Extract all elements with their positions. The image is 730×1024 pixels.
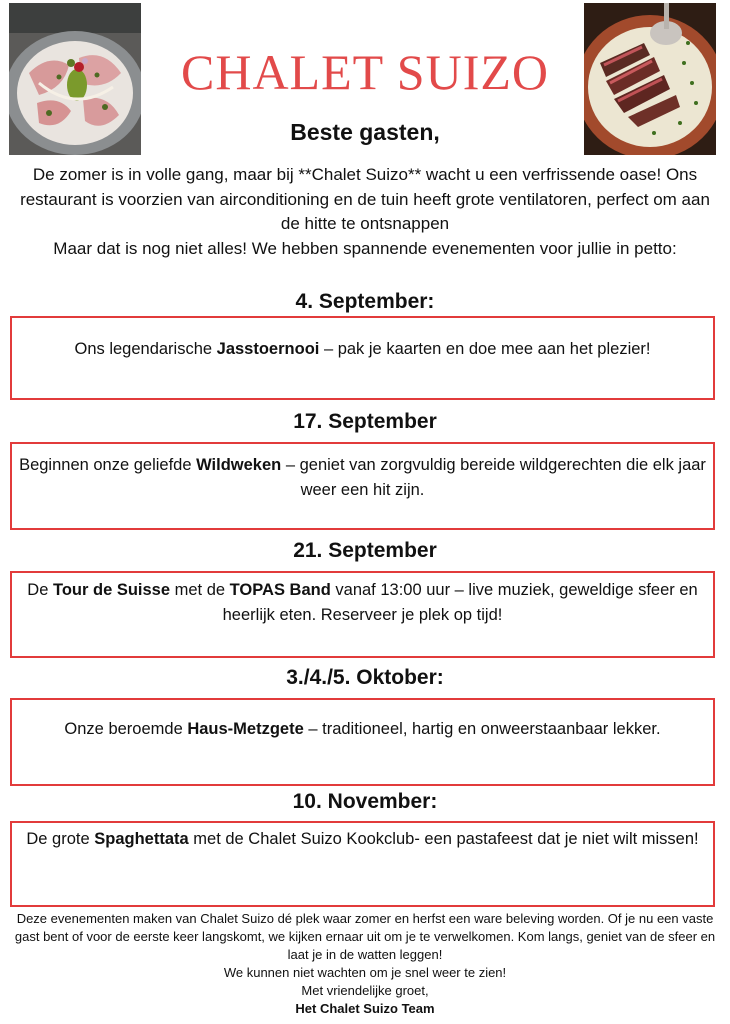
event-box-4 bbox=[10, 698, 715, 786]
event-text: met de Chalet Suizo Kookclub- een pastafeest dat je niet wilt missen! bbox=[188, 830, 699, 848]
event-box-3 bbox=[10, 571, 715, 658]
event-box-5 bbox=[10, 821, 715, 907]
intro-text bbox=[18, 163, 712, 261]
event-date-5: 10. November: bbox=[292, 790, 438, 813]
event-date-1: 4. September: bbox=[295, 290, 435, 313]
event-highlight: Haus-Metzgete bbox=[187, 720, 304, 738]
event-highlight: Jasstoernooi bbox=[216, 340, 320, 358]
event-highlight: Wildweken bbox=[196, 456, 282, 474]
closing-paragraph: Deze evenementen maken van Chalet Suizo dé plek waar zomer en herfst een ware beleving worden. Of je nu een vaste gast bent of voor de eerste keer langskomt, we kijken ernaar uit om je te verwelkomen. Kom langs, geniet van de sfeer en laat je in de watten leggen! bbox=[14, 911, 716, 962]
event-text: met de bbox=[170, 581, 230, 599]
event-box-2 bbox=[10, 442, 715, 530]
event-date-4: 3./4./5. Oktober: bbox=[286, 666, 444, 689]
event-text: De bbox=[27, 581, 53, 599]
event-date-2: 17. September bbox=[293, 410, 437, 433]
event-highlight: Tour de Suisse bbox=[52, 581, 171, 599]
event-highlight: Spaghettata bbox=[94, 830, 189, 848]
closing-line: We kunnen niet wachten om je snel weer te zien! bbox=[223, 965, 507, 980]
event-highlight: TOPAS Band bbox=[229, 581, 331, 599]
event-text: Onze beroemde bbox=[64, 720, 188, 738]
event-text: – traditioneel, hartig en onweerstaanbaar lekker. bbox=[303, 720, 661, 738]
intro-paragraph-2: Maar dat is nog niet alles! We hebben spannende evenementen voor jullie in petto: bbox=[53, 238, 677, 258]
restaurant-title: CHALET SUIZO bbox=[180, 44, 549, 100]
event-text: vanaf 13:00 uur – live muziek, geweldige sfeer en heerlijk eten. Reserveer je plek op tijd! bbox=[222, 581, 698, 624]
event-text: – pak je kaarten en doe mee aan het plezier! bbox=[319, 340, 651, 358]
event-text: – geniet van zorgvuldig bereide wildgerechten die elk jaar weer een hit zijn. bbox=[281, 456, 706, 499]
event-text: Beginnen onze geliefde bbox=[19, 456, 197, 474]
greeting-heading: Beste gasten, bbox=[290, 119, 440, 145]
event-date-3: 21. September bbox=[293, 539, 437, 562]
event-box-1 bbox=[10, 316, 715, 400]
closing-greeting: Met vriendelijke groet, bbox=[301, 983, 429, 998]
event-text: De grote bbox=[26, 830, 95, 848]
signature: Het Chalet Suizo Team bbox=[295, 1001, 435, 1016]
event-text: Ons legendarische bbox=[74, 340, 217, 358]
closing-text bbox=[6, 910, 724, 1018]
intro-paragraph-1: De zomer is in volle gang, maar bij **Chalet Suizo** wacht u een verfrissende oase! Ons restaurant is voorzien van airconditioning en de tuin heeft grote ventilatoren, perfect om aan de hitte te ontsnappen bbox=[20, 165, 710, 233]
